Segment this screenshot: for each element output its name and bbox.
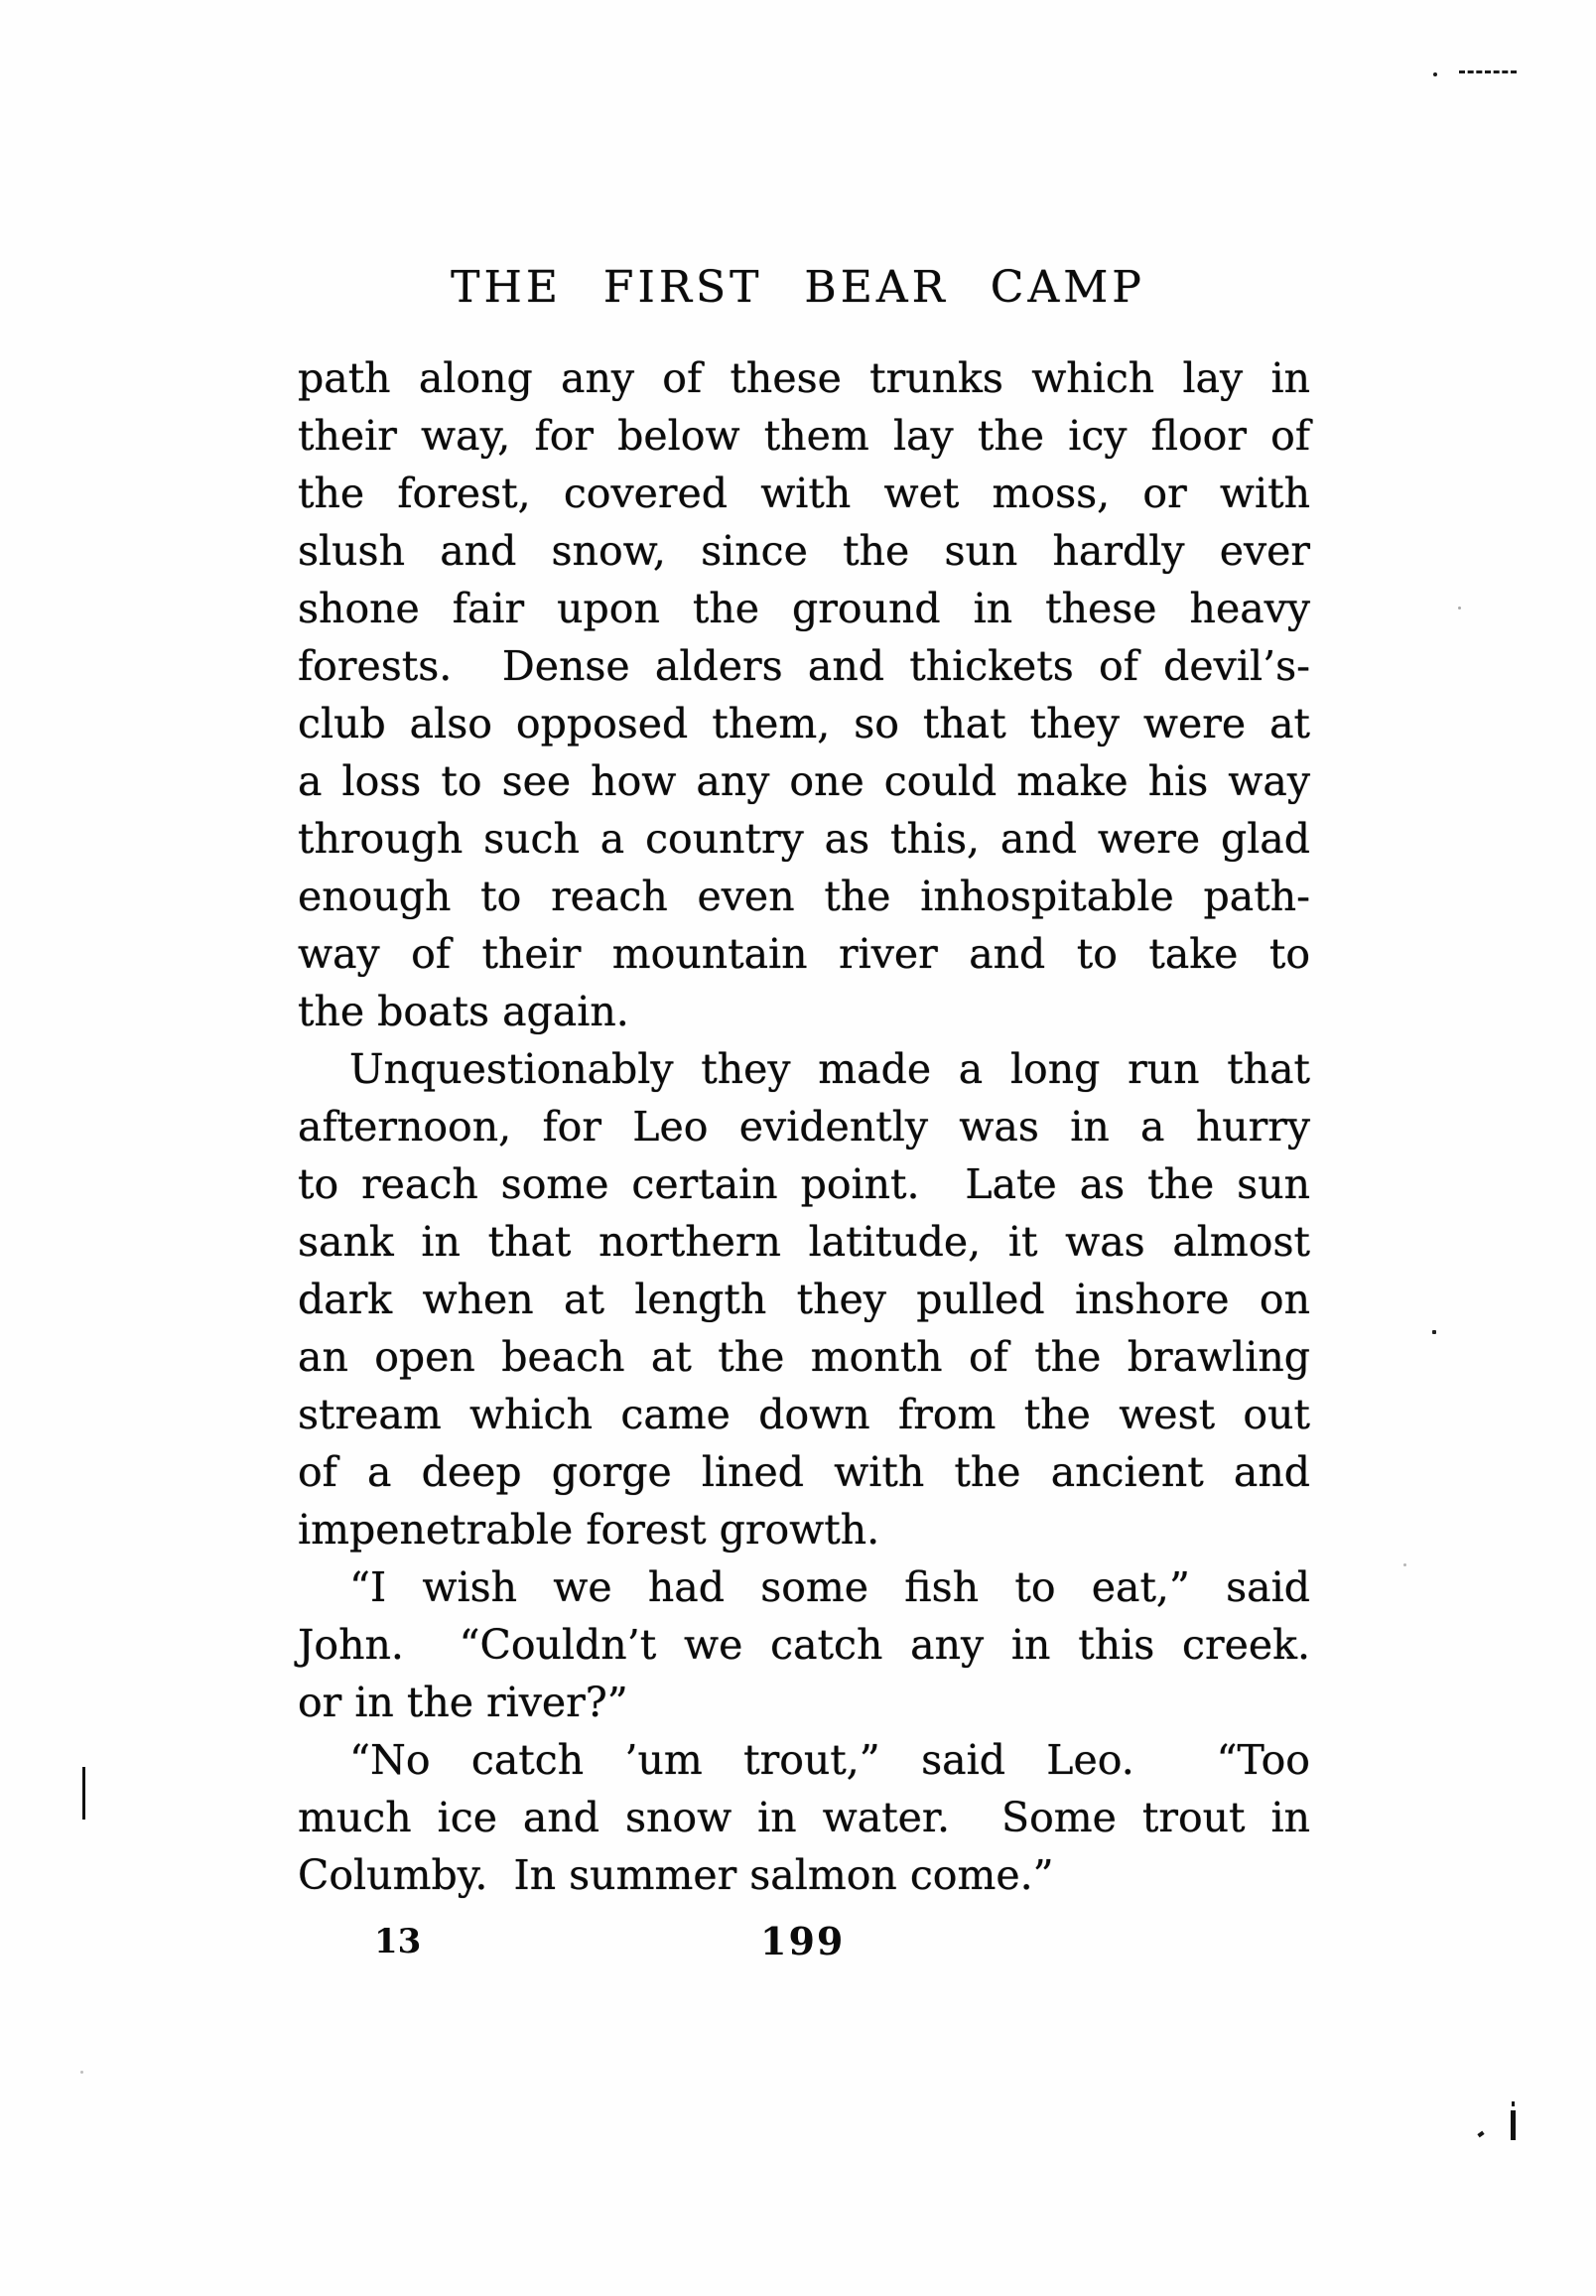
text-line: their way, for below them lay the icy floor of: [298, 412, 1310, 460]
text-line: the forest, covered with wet moss, or with: [298, 470, 1310, 517]
text-line: through such a country as this, and were glad: [298, 815, 1310, 863]
pencil-line-left-margin: [82, 1767, 85, 1820]
text-block: [298, 349, 1310, 1904]
speck-right-margin-lower: [1403, 1563, 1406, 1566]
text-line: “I wish we had some fish to eat,” said: [349, 1563, 1310, 1611]
text-line: impenetrable forest growth.: [298, 1506, 880, 1553]
text-line: stream which came down from the west out: [298, 1391, 1310, 1438]
paragraph: [298, 1731, 1310, 1904]
text-line: slush and snow, since the sun hardly ever: [298, 527, 1310, 575]
text-line: much ice and snow in water. Some trout in: [298, 1794, 1310, 1841]
text-line: enough to reach even the inhospitable path-: [298, 873, 1310, 920]
text-line: Unquestionably they made a long run that: [349, 1045, 1310, 1093]
pencil-dash-mark-top-right: [1459, 70, 1517, 73]
text-line: sank in that northern latitude, it was almost: [298, 1218, 1310, 1266]
paragraph: [298, 1040, 1310, 1558]
text-line: dark when at length they pulled inshore on: [298, 1276, 1310, 1323]
speck-left-margin-lower: [80, 2071, 83, 2074]
text-line: forests. Dense alders and thickets of devil’s-: [298, 642, 1310, 690]
signature-mark: 13: [374, 1922, 422, 1961]
text-line: “No catch ’um trout,” said Leo. “Too: [349, 1736, 1310, 1784]
speck-right-margin-upper: [1458, 607, 1461, 609]
text-line: of a deep gorge lined with the ancient and: [298, 1448, 1310, 1496]
text-line: or in the river?”: [298, 1679, 628, 1726]
text-line: club also opposed them, so that they were at: [298, 700, 1310, 747]
text-line: way of their mountain river and to take to: [298, 930, 1310, 978]
text-line: an open beach at the month of the brawling: [298, 1333, 1310, 1381]
running-head-title: THE FIRST BEAR CAMP: [451, 262, 1145, 313]
text-line: Columby. In summer salmon come.”: [298, 1851, 1054, 1899]
pencil-dot-top-right: [1433, 72, 1437, 76]
text-line: the boats again.: [298, 988, 629, 1035]
text-line: a loss to see how any one could make his way: [298, 757, 1310, 805]
page-number: 199: [760, 1919, 846, 1963]
text-line: John. “Couldn’t we catch any in this creek.: [298, 1621, 1310, 1669]
pencil-bar-dot-bottom-right: [1512, 2101, 1515, 2106]
pencil-tick-bottom-right: [1477, 2131, 1484, 2138]
paragraph: [298, 349, 1310, 1040]
pencil-bar-bottom-right: [1511, 2110, 1516, 2140]
text-line: afternoon, for Leo evidently was in a hurry: [298, 1103, 1310, 1150]
text-line: shone fair upon the ground in these heavy: [298, 585, 1310, 632]
speck-right-margin-middle: [1432, 1330, 1436, 1334]
paragraph: [298, 1558, 1310, 1731]
text-line: to reach some certain point. Late as the sun: [298, 1160, 1310, 1208]
text-line: path along any of these trunks which lay in: [298, 354, 1310, 402]
